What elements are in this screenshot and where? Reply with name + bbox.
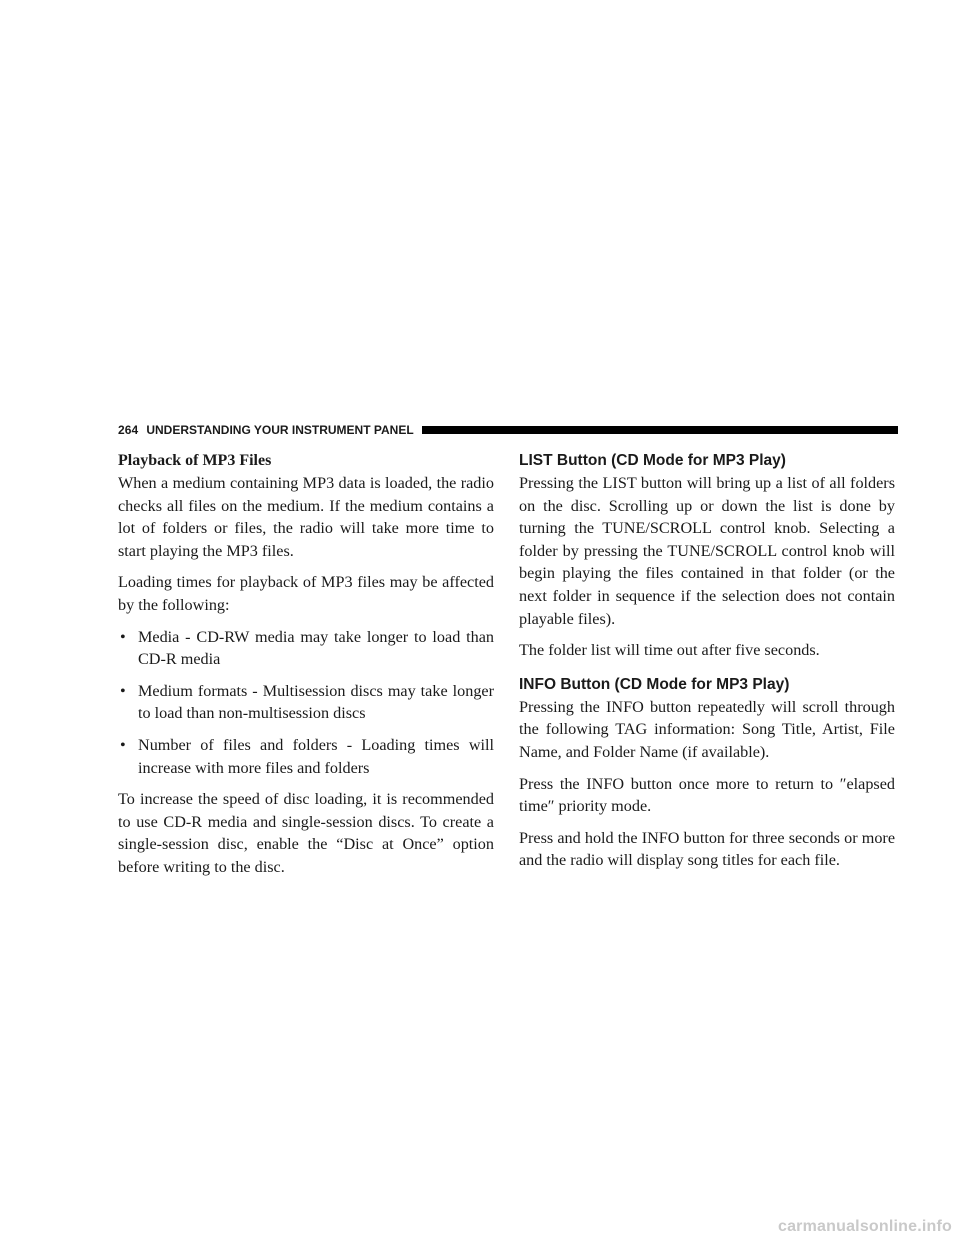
header-rule	[422, 426, 898, 434]
paragraph: Pressing the INFO button repeatedly will scroll through the following TAG information: Song Title, Artist, File Name, and Folder Name (if available).	[519, 697, 895, 761]
page-number: 264	[118, 423, 139, 437]
paragraph: Press the INFO button once more to return to ″elapsed time″ priority mode.	[519, 774, 895, 816]
section-title: UNDERSTANDING YOUR INSTRUMENT PANEL	[146, 423, 414, 437]
list-item	[118, 626, 494, 671]
paragraph: To increase the speed of disc loading, it is recommended to use CD-R media and single-session discs. To create a single-session disc, enable the “Disc at Once” option before writing to the disc.	[118, 790, 494, 876]
page-header	[118, 422, 898, 438]
bullet-list	[118, 626, 494, 780]
list-item-text: Number of files and folders - Loading times will increase with more files and folders	[138, 735, 494, 777]
bullet-icon: •	[120, 627, 126, 646]
left-column	[118, 450, 494, 888]
watermark: carmanualsonline.info	[777, 1218, 952, 1235]
right-column	[519, 450, 895, 881]
paragraph: Press and hold the INFO button for three seconds or more and the radio will display song titles for each file.	[519, 828, 895, 870]
list-item-text: Media - CD-RW media may take longer to load than CD-R media	[138, 627, 494, 669]
list-item	[118, 734, 494, 779]
heading-playback-mp3: Playback of MP3 Files	[118, 452, 272, 469]
list-item-text: Medium formats - Multisession discs may take longer to load than non-multisession discs	[138, 681, 494, 723]
bullet-icon: •	[120, 681, 126, 700]
heading-list-button: LIST Button (CD Mode for MP3 Play)	[519, 452, 786, 469]
paragraph: Pressing the LIST button will bring up a list of all folders on the disc. Scrolling up or down the list is done by turning the TUNE/SCROLL control knob. Selecting a folder by pressing the TUNE/SCROLL control knob will begin playing the files contained in that folder (or the next folder in sequence if the selection does not contain playable files).	[519, 474, 895, 628]
paragraph: Loading times for playback of MP3 files may be affected by the following:	[118, 573, 494, 614]
heading-info-button: INFO Button (CD Mode for MP3 Play)	[519, 675, 790, 693]
paragraph: The folder list will time out after five seconds.	[519, 641, 820, 660]
paragraph: When a medium containing MP3 data is loaded, the radio checks all files on the medium. If the medium contains a lot of folders or files, the radio will take more time to start playing the MP3 files.	[118, 474, 494, 560]
bullet-icon: •	[120, 735, 126, 754]
list-item	[118, 680, 494, 725]
